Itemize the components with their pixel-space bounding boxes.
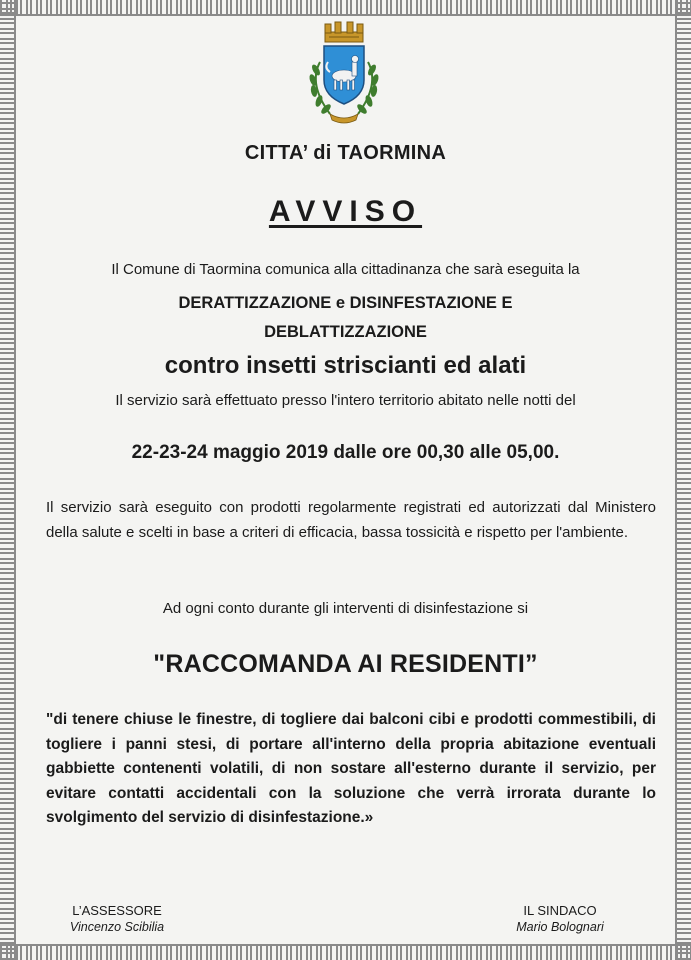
signature-name: Mario Bolognari bbox=[516, 920, 604, 934]
signature-assessore bbox=[52, 903, 182, 934]
signature-role: IL SINDACO bbox=[523, 903, 597, 918]
city-name: CITTA’ di TAORMINA bbox=[244, 142, 447, 164]
service-title-line2: DEBLATTIZZAZIONE bbox=[264, 323, 427, 341]
decorative-border-right bbox=[675, 0, 691, 960]
service-notice: Il servizio sarà effettuato presso l'intero territorio abitato nelle notti del bbox=[115, 392, 576, 409]
service-title-line1: DERATTIZZAZIONE e DISINFESTAZIONE E bbox=[178, 294, 513, 312]
recommendation-heading: "RACCOMANDA AI RESIDENTI” bbox=[153, 650, 538, 678]
taormina-coat-of-arms-icon bbox=[300, 18, 388, 130]
target-description: contro insetti striscianti ed alati bbox=[164, 352, 527, 379]
decorative-border-top bbox=[0, 0, 691, 16]
service-dates: 22-23-24 maggio 2019 dalle ore 00,30 alle 05,00. bbox=[131, 442, 560, 463]
service-title bbox=[30, 289, 661, 347]
signature-sindaco bbox=[495, 903, 625, 934]
notice-title: AVVISO bbox=[268, 195, 423, 228]
products-paragraph: Il servizio sarà eseguito con prodotti regolarmente registrati ed autorizzati dal Ministero della salute e scelti in base a criteri di efficacia, bassa tossicità e rispetto per l'ambiente. bbox=[46, 499, 656, 541]
signature-name: Vincenzo Scibilia bbox=[69, 920, 165, 934]
signature-role: L’ASSESSORE bbox=[72, 903, 162, 918]
intro-text: Il Comune di Taormina comunica alla cittadinanza che sarà eseguita la bbox=[111, 261, 580, 278]
decorative-border-bottom bbox=[0, 944, 691, 960]
decorative-border-left bbox=[0, 0, 16, 960]
crown-icon bbox=[325, 22, 363, 42]
conto-text: Ad ogni conto durante gli interventi di disinfestazione si bbox=[162, 600, 529, 617]
recommendation-quote: "di tenere chiuse le finestre, di togliere dai balconi cibi e prodotti commestibili, di togliere i panni stesi, di portare all'interno della propria abitazione eventuali gabbiette contenenti volatili, di non sostare all'esterno durante il servizio, per evitare contatti accidentali con la soluzione che verrà irrorata durante lo svolgimento del servizio di disinfestazione.» bbox=[46, 711, 656, 826]
